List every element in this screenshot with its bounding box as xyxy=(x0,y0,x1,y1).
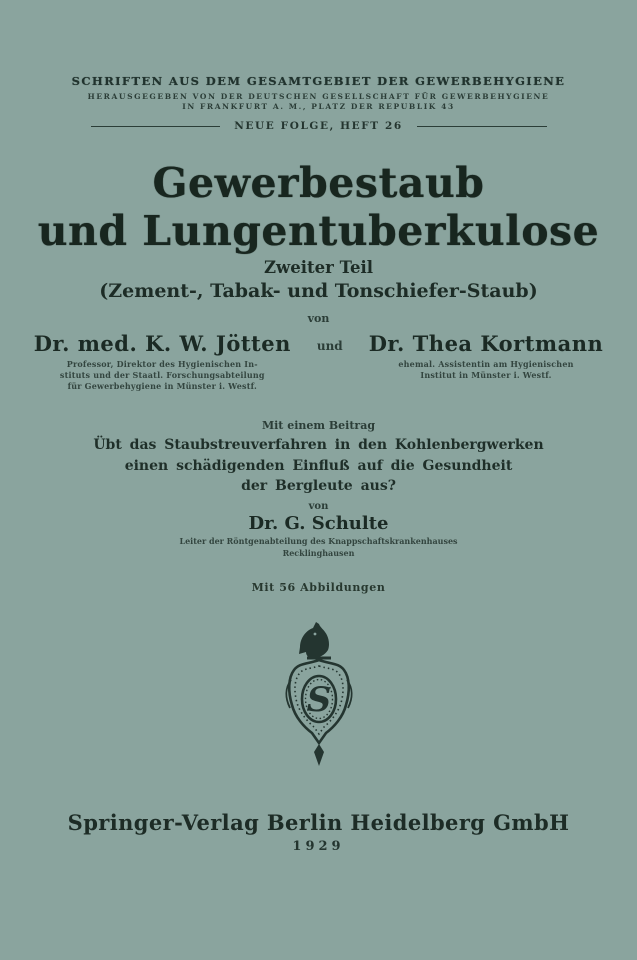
affil-line: Institut in Münster i. Westf. xyxy=(420,369,552,380)
contribution-title-line: der Bergleute aus? xyxy=(241,478,396,495)
publication-year: 1929 xyxy=(292,838,345,854)
emblem-letter: S xyxy=(306,679,331,720)
contribution-title-line: einen schädigenden Einfluß auf die Gesundheit xyxy=(124,457,513,474)
contribution-intro: Mit einem Beitrag xyxy=(261,419,376,433)
series-folge-row xyxy=(91,120,547,132)
series-title: SCHRIFTEN AUS DEM GESAMTGEBIET DER GEWERBEHYGIENE xyxy=(71,74,566,88)
book-title xyxy=(0,160,637,255)
affil-line: Recklinghausen xyxy=(282,547,355,558)
contribution-author-name: Dr. G. Schulte xyxy=(248,513,389,535)
springer-knight-crest-icon xyxy=(269,620,369,770)
author-joetten-affiliation xyxy=(34,359,291,391)
contribution-von: von xyxy=(308,501,329,513)
series-address-line: IN FRANKFURT A. M., PLATZ DER REPUBLIK 43 xyxy=(182,102,455,111)
affil-line: Professor, Direktor des Hygienischen In- xyxy=(66,359,258,370)
contribution-title-line: Übt das Staubstreuverfahren in den Kohlenbergwerken xyxy=(93,437,544,454)
book-subtitle-topics: (Zement-, Tabak- und Tonschiefer-Staub) xyxy=(99,280,538,303)
authors-row xyxy=(0,331,637,391)
authors-connector: und xyxy=(316,339,343,354)
author-joetten-name: Dr. med. K. W. Jötten xyxy=(33,331,291,357)
contribution-title xyxy=(0,435,637,496)
author-kortmann xyxy=(369,331,604,381)
publisher-name: Springer-Verlag Berlin Heidelberg GmbH xyxy=(67,809,570,835)
affil-line: stituts und der Staatl. Forschungsabteilung xyxy=(59,369,265,380)
book-title-line1: Gewerbestaub xyxy=(152,159,485,207)
byline-von: von xyxy=(307,312,330,326)
affil-line: für Gewerbehygiene in Münster i. Westf. xyxy=(67,380,257,391)
series-header xyxy=(0,74,637,132)
affil-line: ehemal. Assistentin am Hygienischen xyxy=(398,359,574,370)
affil-line: Leiter der Röntgenabteilung des Knappschaftskrankenhauses xyxy=(179,536,458,547)
illustrations-note: Mit 56 Abbildungen xyxy=(251,580,386,594)
series-folge-label: NEUE FOLGE, HEFT 26 xyxy=(234,120,403,132)
contribution-author-affiliation xyxy=(0,536,637,558)
author-kortmann-affiliation xyxy=(369,359,604,381)
book-subtitle-part: Zweiter Teil xyxy=(264,258,373,278)
author-joetten xyxy=(34,331,291,391)
series-editor-line: HERAUSGEGEBEN VON DER DEUTSCHEN GESELLSCHAFT FÜR GEWERBEHYGIENE xyxy=(87,92,550,101)
contribution-block xyxy=(0,419,637,558)
rule-right xyxy=(417,126,547,127)
rule-left xyxy=(91,126,221,127)
publisher-emblem xyxy=(0,620,637,770)
author-kortmann-name: Dr. Thea Kortmann xyxy=(368,331,604,357)
book-title-line2: und Lungentuberkulose xyxy=(37,206,600,255)
